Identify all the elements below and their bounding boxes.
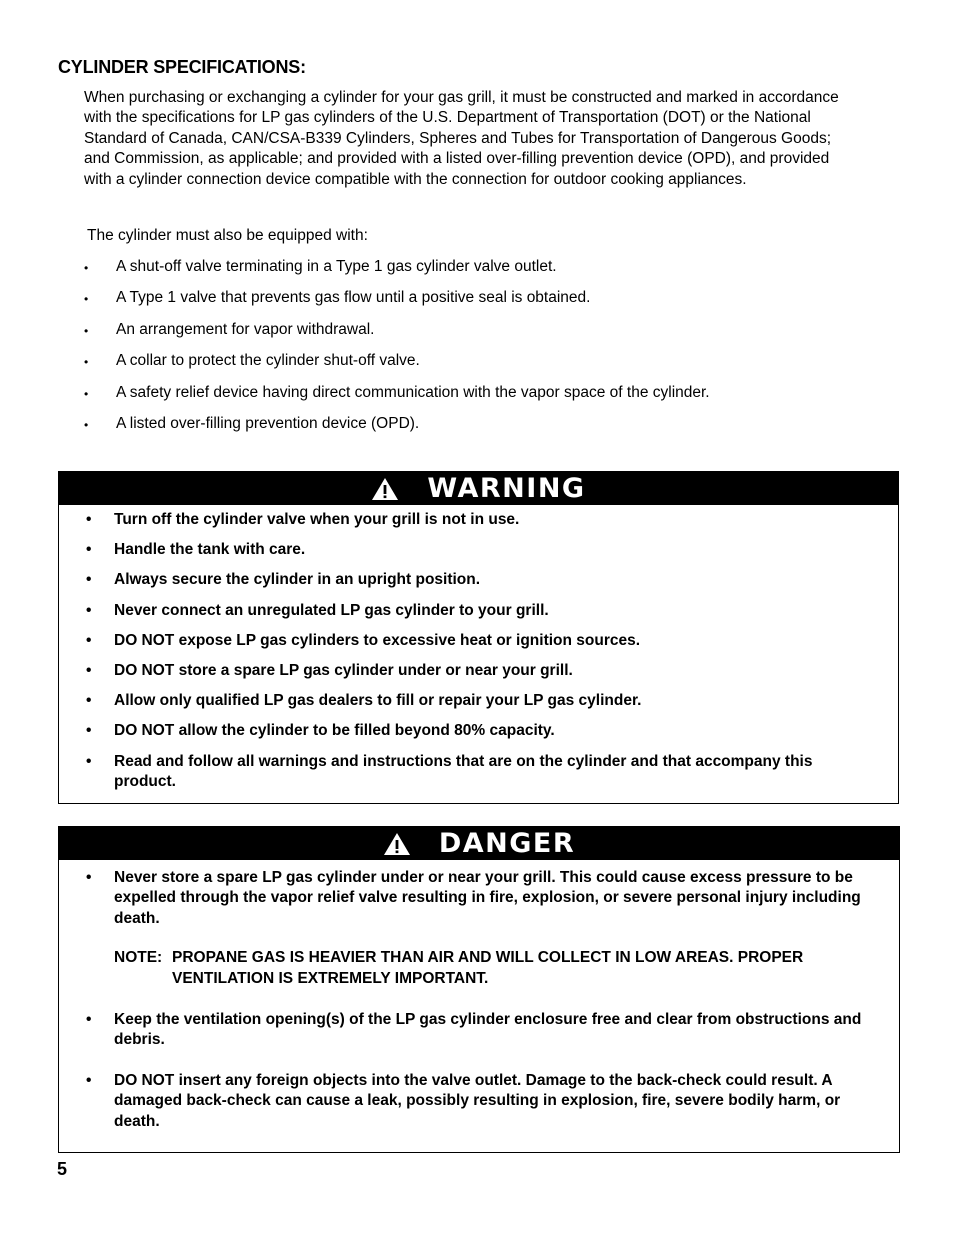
warning-header bbox=[59, 472, 898, 505]
list-item: • Always secure the cylinder in an upright position. bbox=[86, 571, 481, 589]
danger-header bbox=[59, 827, 899, 860]
danger-note bbox=[114, 948, 866, 989]
danger-title: DANGER bbox=[438, 828, 576, 859]
list-item: • Turn off the cylinder valve when your grill is not in use. bbox=[86, 511, 520, 528]
list-item: • A shut-off valve terminating in a Type 1 gas cylinder valve outlet. bbox=[84, 258, 557, 275]
list-item: • A listed over-filling prevention device (OPD). bbox=[84, 414, 420, 432]
list-item: • DO NOT store a spare LP gas cylinder under or near your grill. bbox=[86, 662, 573, 680]
list-item: • An arrangement for vapor withdrawal. bbox=[84, 320, 375, 338]
warning-list bbox=[86, 510, 846, 802]
note-text: PROPANE GAS IS HEAVIER THAN AIR AND WILL COLLECT IN LOW AREAS. PROPER VENTILATION IS EXTREMELY IMPORTANT. bbox=[172, 949, 804, 987]
section-heading: CYLINDER SPECIFICATIONS: bbox=[58, 57, 306, 77]
warning-box bbox=[58, 471, 899, 804]
list-item: • Allow only qualified LP gas dealers to fill or repair your LP gas cylinder. bbox=[86, 692, 642, 710]
list-item: • Handle the tank with care. bbox=[86, 541, 306, 559]
danger-box bbox=[58, 826, 900, 1153]
list-item: • Never store a spare LP gas cylinder under or near your grill. This could cause excess pressure to be expelled through the vapor relief valve resulting in fire, explosion, or severe personal injury including death. NOTE: PROPANE GAS IS HEAVIER THAN AIR AND WILL COLLECT IN LOW AREAS. PROPER VENTILATION IS EXTREMELY IMPORTANT. bbox=[86, 868, 866, 989]
page-number: 5 bbox=[57, 1159, 68, 1179]
list-item: • Never connect an unregulated LP gas cylinder to your grill. bbox=[86, 601, 549, 619]
list-item: • Keep the ventilation opening(s) of the LP gas cylinder enclosure free and clear from obstructions and debris. bbox=[86, 1010, 862, 1049]
requirements-list bbox=[84, 258, 884, 446]
list-item: • Read and follow all warnings and instructions that are on the cylinder and that accompany this product. bbox=[86, 752, 813, 791]
list-item: • A safety relief device having direct communication with the vapor space of the cylinder. bbox=[84, 383, 710, 401]
danger-list bbox=[86, 868, 866, 1153]
list-item: • A collar to protect the cylinder shut-off valve. bbox=[84, 352, 420, 370]
warning-title: WARNING bbox=[427, 473, 586, 504]
list-item: • DO NOT expose LP gas cylinders to excessive heat or ignition sources. bbox=[86, 631, 641, 649]
intro-paragraph: When purchasing or exchanging a cylinder for your gas grill, it must be constructed and marked in accordance with the specifications for LP gas cylinders of the U.S. Department of Transportation (DOT) or the National Standard of Canada, CAN/CSA-B339 Cylinders, Spheres and Tubes for Transportation of Dangerous Goods; and Commission, as applicable; and provided with a listed over-filling prevention device (OPD), and provided with a cylinder connection device compatible with the connection for outdoor cooking appliances. bbox=[84, 89, 839, 188]
requirements-intro: The cylinder must also be equipped with: bbox=[87, 227, 368, 244]
warning-triangle-icon bbox=[383, 832, 411, 856]
list-item: • DO NOT insert any foreign objects into the valve outlet. Damage to the back-check could result. A damaged back-check can cause a leak, possibly resulting in explosion, fire, severe bodily harm, or death. bbox=[86, 1072, 841, 1130]
warning-triangle-icon bbox=[371, 477, 399, 501]
note-label: NOTE: bbox=[114, 949, 163, 967]
list-item: • A Type 1 valve that prevents gas flow until a positive seal is obtained. bbox=[84, 289, 591, 307]
list-item: • DO NOT allow the cylinder to be filled beyond 80% capacity. bbox=[86, 722, 555, 740]
